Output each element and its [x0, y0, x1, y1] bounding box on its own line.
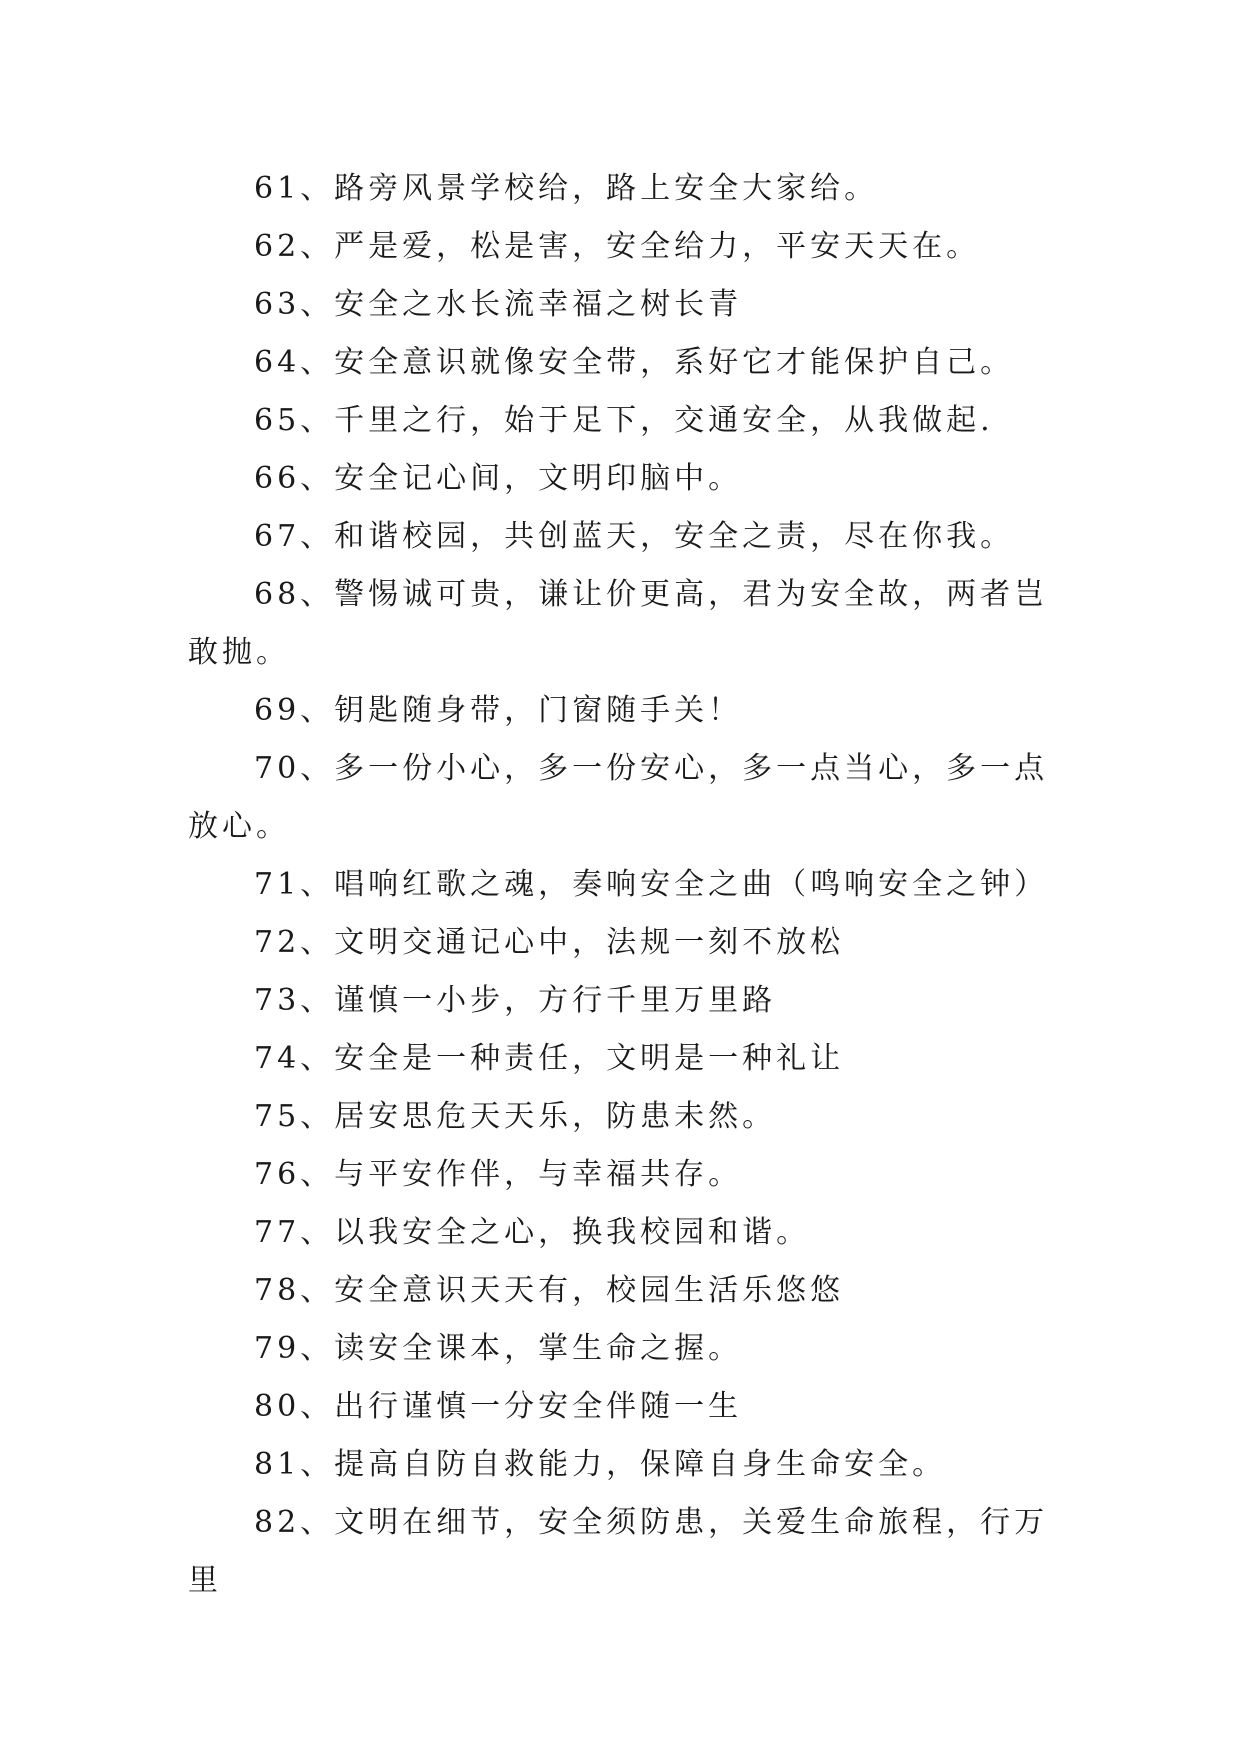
- list-item: 75、居安思危天天乐，防患未然。: [254, 1099, 777, 1134]
- list-item: 77、以我安全之心，换我校园和谐。: [254, 1215, 811, 1250]
- list-item: 66、安全记心间，文明印脑中。: [254, 461, 743, 496]
- list-item: 74、安全是一种责任，文明是一种礼让: [254, 1041, 845, 1076]
- list-item: 63、安全之水长流幸福之树长青: [254, 287, 743, 322]
- list-item: 80、出行谨慎一分安全伴随一生: [254, 1389, 743, 1424]
- slogan-list: [188, 160, 1054, 1610]
- list-item: 82、文明在细节，安全须防患，关爱生命旅程，行万里: [188, 1505, 1049, 1598]
- list-item: 72、文明交通记心中，法规一刻不放松: [254, 925, 845, 960]
- list-item: 71、唱响红歌之魂，奏响安全之曲（鸣响安全之钟）: [254, 867, 1049, 902]
- list-item: 78、安全意识天天有，校园生活乐悠悠: [254, 1273, 845, 1308]
- list-item: 64、安全意识就像安全带，系好它才能保护自己。: [254, 345, 1015, 380]
- list-item: 70、多一份小心，多一份安心，多一点当心，多一点放心。: [188, 751, 1049, 844]
- list-item: 81、提高自防自救能力，保障自身生命安全。: [254, 1447, 947, 1482]
- list-item: 62、严是爱，松是害，安全给力，平安天天在。: [254, 229, 981, 264]
- list-item: 61、路旁风景学校给，路上安全大家给。: [254, 171, 879, 206]
- list-item: 79、读安全课本，掌生命之握。: [254, 1331, 743, 1366]
- list-item: 69、钥匙随身带，门窗随手关！: [254, 693, 743, 728]
- list-item: 73、谨慎一小步，方行千里万里路: [254, 983, 777, 1018]
- list-item: 67、和谐校园，共创蓝天，安全之责，尽在你我。: [254, 519, 1015, 554]
- list-item: 68、警惕诚可贵，谦让价更高，君为安全故，两者岂敢抛。: [188, 577, 1049, 670]
- list-item: 76、与平安作伴，与幸福共存。: [254, 1157, 743, 1192]
- list-item: 65、千里之行，始于足下，交通安全，从我做起.: [254, 403, 994, 438]
